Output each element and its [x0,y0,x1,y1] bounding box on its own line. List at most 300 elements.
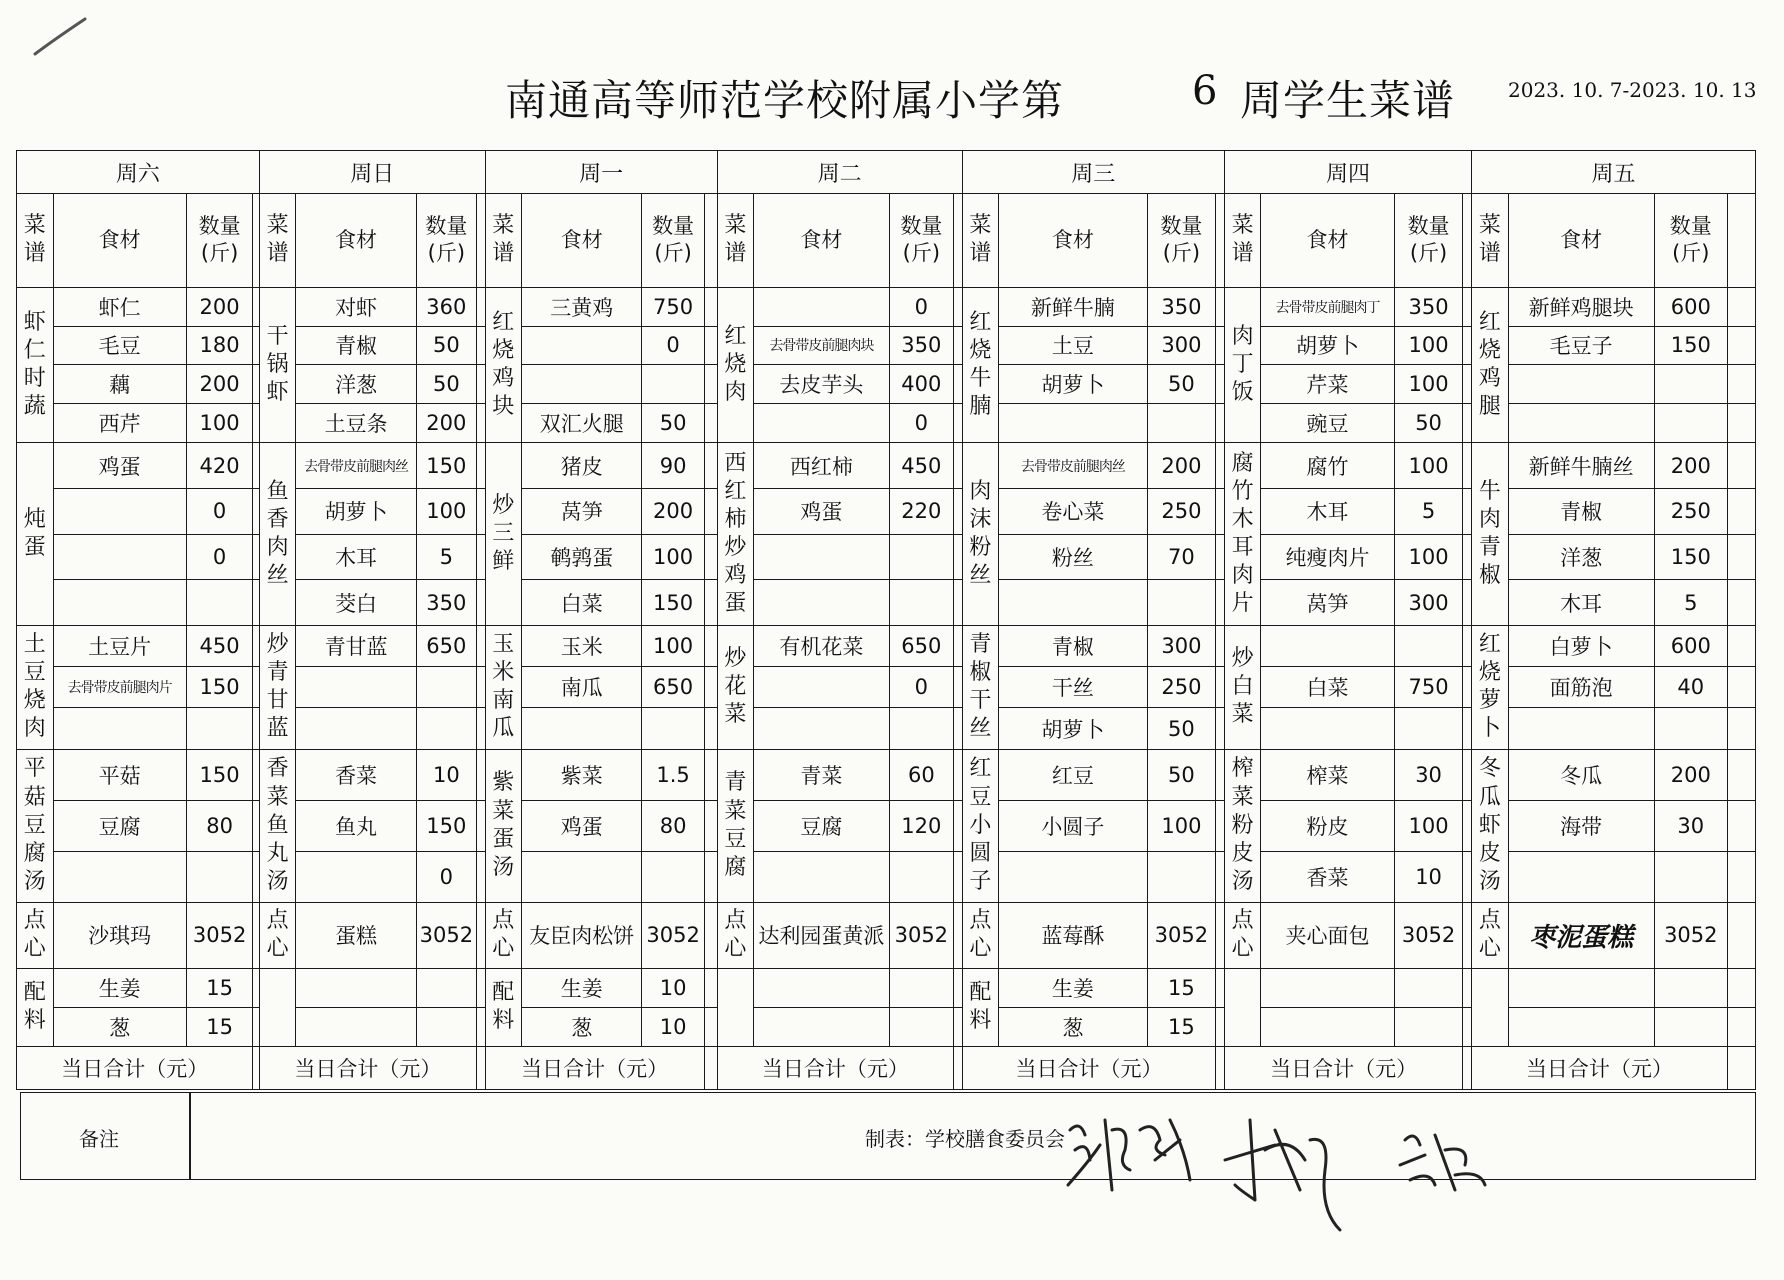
ingredient-cell [53,534,186,580]
ingredient-cell [53,580,186,626]
ingredient-cell: 去骨带皮前腿肉块 [754,326,889,365]
quantity-cell: 650 [642,667,704,708]
quantity-cell: 100 [1147,800,1216,851]
spacer-cell [476,287,485,326]
spacer-cell [954,749,963,800]
spacer-cell [704,443,717,489]
ingredient-cell [1261,626,1394,667]
spacer-cell [1463,902,1472,968]
quantity-cell: 50 [1394,404,1463,443]
ingredient-cell: 洋葱 [1508,534,1654,580]
spacer-cell [476,365,485,404]
dish-header: 菜谱 [259,194,296,288]
dish-name: 玉米南瓜 [485,626,522,750]
spacer-cell [1463,626,1472,667]
daily-total-label: 当日合计（元） [717,1046,953,1089]
seasoning-item: 葱 [999,1007,1147,1046]
spacer-cell [253,667,259,708]
ingredient-cell: 莴笋 [1261,580,1394,626]
ingredient-cell [1508,404,1654,443]
seasoning-label [717,969,754,1047]
ingredient-cell [53,488,186,534]
seasoning-item [1261,969,1394,1008]
spacer-cell [253,488,259,534]
quantity-cell [889,708,953,749]
spacer-cell [476,708,485,749]
snack-quantity: 3052 [416,902,476,968]
spacer-cell [1463,488,1472,534]
spacer-cell [1463,580,1472,626]
ingredient-cell: 卷心菜 [999,488,1147,534]
spacer-cell [253,851,259,902]
quantity-cell [416,667,476,708]
spacer-cell [704,749,717,800]
seasoning-quantity: 10 [642,969,704,1008]
quantity-cell: 250 [1147,488,1216,534]
seasoning-item [1261,1007,1394,1046]
spacer-cell [1216,404,1225,443]
spacer-cell [476,851,485,902]
spacer-cell [704,404,717,443]
spacer-cell [1463,851,1472,902]
spacer-cell [954,851,963,902]
quantity-cell: 5 [416,534,476,580]
spacer-cell [954,708,963,749]
seasoning-quantity [416,1007,476,1046]
dish-header: 菜谱 [717,194,754,288]
spacer-cell [704,488,717,534]
seasoning-item [754,1007,889,1046]
dish-header: 菜谱 [962,194,999,288]
ingredient-cell: 纯瘦肉片 [1261,534,1394,580]
ingredient-cell [296,708,416,749]
spacer-cell [1216,851,1225,902]
quantity-cell: 100 [1394,800,1463,851]
daily-total-label: 当日合计（元） [485,1046,704,1089]
quantity-cell: 100 [1394,326,1463,365]
ingredient-cell: 新鲜鸡腿块 [1508,287,1654,326]
quantity-header: 数量(斤) [1147,194,1216,288]
snack-item: 枣泥蛋糕 [1508,902,1654,968]
spacer-cell [1216,534,1225,580]
ingredient-cell: 青椒 [1508,488,1654,534]
quantity-cell: 200 [1147,443,1216,489]
snack-quantity: 3052 [889,902,953,968]
quantity-cell: 250 [1147,667,1216,708]
dish-name: 香菜鱼丸汤 [259,749,296,902]
ingredient-cell: 虾仁 [53,287,186,326]
dish-name: 平菇豆腐汤 [17,749,54,902]
spacer-cell [1463,326,1472,365]
ingredient-cell: 粉皮 [1261,800,1394,851]
spacer-cell [253,326,259,365]
dish-name: 炒三鲜 [485,443,522,626]
ingredient-cell: 豆腐 [754,800,889,851]
dish-name: 红豆小圆子 [962,749,999,902]
dish-name: 肉沫粉丝 [962,443,999,626]
spacer-cell [1463,404,1472,443]
seasoning-label [259,969,296,1047]
daily-total-value [1463,1046,1472,1089]
quantity-cell: 30 [1654,800,1727,851]
spacer-cell [476,969,485,1008]
daily-total-value [704,1046,717,1089]
quantity-cell: 0 [642,326,704,365]
ingredient-cell: 西红柿 [754,443,889,489]
seasoning-quantity [1654,1007,1727,1046]
snack-item: 达利园蛋黄派 [754,902,889,968]
dish-name: 肉丁饭 [1224,287,1261,443]
day-header: 周一 [485,151,717,194]
ingredient-cell: 平菇 [53,749,186,800]
quantity-cell: 300 [1147,626,1216,667]
spacer-cell [476,800,485,851]
ingredient-cell [1261,708,1394,749]
quantity-cell [186,580,253,626]
ingredient-cell [522,851,642,902]
spacer-cell [1216,902,1225,968]
seasoning-item [296,1007,416,1046]
ingredient-cell: 土豆条 [296,404,416,443]
spacer-cell [704,534,717,580]
dish-name: 炒青甘蓝 [259,626,296,750]
ingredient-cell: 胡萝卜 [1261,326,1394,365]
day-header: 周二 [717,151,962,194]
daily-total-label: 当日合计（元） [1224,1046,1463,1089]
quantity-cell: 100 [1394,365,1463,404]
quantity-header: 数量(斤) [642,194,704,288]
quantity-cell: 0 [416,851,476,902]
quantity-cell: 150 [1654,534,1727,580]
quantity-cell [1394,626,1463,667]
seasoning-quantity: 15 [186,969,253,1008]
ingredient-cell: 去骨带皮前腿肉片 [53,667,186,708]
quantity-header: 数量(斤) [1654,194,1727,288]
spacer-cell [1727,708,1755,749]
ingredient-cell: 青甘蓝 [296,626,416,667]
seasoning-item [754,969,889,1008]
quantity-cell: 250 [1654,488,1727,534]
seasoning-quantity: 15 [186,1007,253,1046]
quantity-cell: 420 [186,443,253,489]
seasoning-quantity [889,969,953,1008]
quantity-cell: 450 [186,626,253,667]
dish-name: 虾仁时蔬 [17,287,54,443]
ingredient-cell: 香菜 [296,749,416,800]
quantity-cell: 100 [642,534,704,580]
ingredient-cell: 有机花菜 [754,626,889,667]
spacer-cell [1463,1007,1472,1046]
quantity-cell: 150 [642,580,704,626]
quantity-cell [642,365,704,404]
spacer-cell [1216,626,1225,667]
spacer-cell [1727,194,1755,288]
seasoning-label [1224,969,1261,1047]
ingredient-cell [296,851,416,902]
dish-name: 鱼香肉丝 [259,443,296,626]
quantity-cell: 50 [1147,749,1216,800]
spacer-cell [1216,708,1225,749]
seasoning-quantity [1394,1007,1463,1046]
spacer-cell [1727,749,1755,800]
ingredient-cell: 白菜 [522,580,642,626]
daily-total-label: 当日合计（元） [1472,1046,1728,1089]
spacer-cell [253,708,259,749]
snack-label: 点心 [962,902,999,968]
ingredient-cell: 鸡蛋 [754,488,889,534]
spacer-cell [954,667,963,708]
quantity-cell: 750 [1394,667,1463,708]
quantity-cell: 650 [889,626,953,667]
snack-label: 点心 [717,902,754,968]
spacer-cell [1216,365,1225,404]
spacer-cell [253,580,259,626]
snack-label: 点心 [1224,902,1261,968]
quantity-cell: 50 [1147,708,1216,749]
snack-item: 夹心面包 [1261,902,1394,968]
spacer-cell [1216,800,1225,851]
spacer-cell [954,404,963,443]
title-main: 南通高等师范学校附属小学第 [505,76,1065,125]
ingredient-cell: 毛豆 [53,326,186,365]
quantity-cell: 100 [1394,534,1463,580]
spacer-cell [954,1007,963,1046]
title-tail: 周学生菜谱 [1240,76,1456,125]
ingredient-cell [754,404,889,443]
dish-header: 菜谱 [1472,194,1509,288]
spacer-cell [1463,534,1472,580]
quantity-cell [186,708,253,749]
snack-item: 沙琪玛 [53,902,186,968]
ingredient-cell [999,580,1147,626]
spacer-cell [253,534,259,580]
daily-total-label: 当日合计（元） [259,1046,476,1089]
ingredient-cell: 鹌鹑蛋 [522,534,642,580]
ingredient-cell [754,580,889,626]
quantity-cell: 200 [186,287,253,326]
quantity-cell [1394,708,1463,749]
spacer-cell [1727,851,1755,902]
quantity-cell: 90 [642,443,704,489]
spacer-cell [1727,404,1755,443]
dish-name: 红烧牛腩 [962,287,999,443]
ingredient-cell: 胡萝卜 [296,488,416,534]
quantity-cell [642,851,704,902]
quantity-header: 数量(斤) [1394,194,1463,288]
daily-total-label: 当日合计（元） [962,1046,1216,1089]
quantity-cell: 220 [889,488,953,534]
quantity-cell: 350 [889,326,953,365]
ingredient-cell: 豌豆 [1261,404,1394,443]
quantity-cell: 0 [186,488,253,534]
quantity-cell [1654,708,1727,749]
quantity-cell: 350 [1394,287,1463,326]
spacer-cell [476,580,485,626]
spacer-cell [1216,1007,1225,1046]
quantity-cell: 40 [1654,667,1727,708]
spacer-cell [954,626,963,667]
snack-item: 友臣肉松饼 [522,902,642,968]
quantity-cell [1147,404,1216,443]
seasoning-label: 配料 [485,969,522,1047]
ingredient-cell: 木耳 [1261,488,1394,534]
ingredient-cell [754,534,889,580]
spacer-cell [1727,326,1755,365]
ingredient-header: 食材 [296,194,416,288]
ingredient-cell: 新鲜牛腩丝 [1508,443,1654,489]
seasoning-label: 配料 [962,969,999,1047]
dish-name: 红烧萝卜 [1472,626,1509,750]
spacer-cell [1463,443,1472,489]
ingredient-cell: 莴笋 [522,488,642,534]
spacer-cell [1727,1007,1755,1046]
quantity-cell: 30 [1394,749,1463,800]
seasoning-quantity: 10 [642,1007,704,1046]
ingredient-cell: 藕 [53,365,186,404]
made-by: 制表：学校膳食委员会 [865,1127,1065,1151]
quantity-cell: 5 [1394,488,1463,534]
ingredient-cell: 白萝卜 [1508,626,1654,667]
ingredient-cell [296,667,416,708]
spacer-cell [954,902,963,968]
dish-name: 炒白菜 [1224,626,1261,750]
spacer-cell [954,326,963,365]
dish-name: 青菜豆腐 [717,749,754,902]
spacer-cell [476,488,485,534]
day-header: 周日 [259,151,485,194]
ingredient-cell: 紫菜 [522,749,642,800]
spacer-cell [476,626,485,667]
daily-total-value [954,1046,963,1089]
ingredient-cell [754,667,889,708]
menu-table [16,150,1756,1090]
ingredient-header: 食材 [53,194,186,288]
ingredient-cell: 木耳 [1508,580,1654,626]
seasoning-label [1472,969,1509,1047]
seasoning-quantity: 15 [1147,1007,1216,1046]
spacer-cell [1216,667,1225,708]
spacer-cell [1727,287,1755,326]
ingredient-cell [754,851,889,902]
ingredient-cell: 玉米 [522,626,642,667]
dish-name: 紫菜蛋汤 [485,749,522,902]
dish-name: 冬瓜虾皮汤 [1472,749,1509,902]
ingredient-cell: 三黄鸡 [522,287,642,326]
day-header: 周四 [1224,151,1471,194]
ingredient-cell: 冬瓜 [1508,749,1654,800]
quantity-cell: 750 [642,287,704,326]
spacer-cell [1727,667,1755,708]
dish-name: 青椒干丝 [962,626,999,750]
seasoning-label: 配料 [17,969,54,1047]
ingredient-cell [754,708,889,749]
ingredient-cell: 去骨带皮前腿肉丁 [1261,287,1394,326]
spacer-cell [1463,287,1472,326]
ingredient-cell [522,365,642,404]
dish-header: 菜谱 [17,194,54,288]
spacer-cell [476,749,485,800]
seasoning-item: 生姜 [522,969,642,1008]
spacer-cell [1463,708,1472,749]
ingredient-cell [754,287,889,326]
ingredient-cell: 土豆 [999,326,1147,365]
seasoning-item [1508,1007,1654,1046]
snack-label: 点心 [17,902,54,968]
dish-name: 炖蛋 [17,443,54,626]
day-header: 周三 [962,151,1224,194]
spacer-cell [704,851,717,902]
quantity-cell: 50 [416,365,476,404]
ingredient-cell: 胡萝卜 [999,708,1147,749]
quantity-cell: 80 [186,800,253,851]
dish-header: 菜谱 [485,194,522,288]
ingredient-cell: 鱼丸 [296,800,416,851]
snack-item: 蛋糕 [296,902,416,968]
quantity-cell: 150 [186,667,253,708]
quantity-cell: 400 [889,365,953,404]
ingredient-cell: 土豆片 [53,626,186,667]
quantity-cell: 5 [1654,580,1727,626]
quantity-cell: 200 [186,365,253,404]
spacer-cell [1463,969,1472,1008]
spacer-cell [1216,194,1225,288]
ingredient-cell: 干丝 [999,667,1147,708]
date-range: 2023. 10. 7-2023. 10. 13 [1508,78,1757,102]
ingredient-cell: 白菜 [1261,667,1394,708]
spacer-cell [954,800,963,851]
quantity-cell: 0 [889,667,953,708]
dish-name: 土豆烧肉 [17,626,54,750]
quantity-cell: 0 [889,287,953,326]
ingredient-cell: 青椒 [296,326,416,365]
quantity-cell: 300 [1147,326,1216,365]
ingredient-header: 食材 [999,194,1147,288]
quantity-cell: 10 [416,749,476,800]
quantity-cell [1654,404,1727,443]
seasoning-quantity [889,1007,953,1046]
quantity-cell: 70 [1147,534,1216,580]
ingredient-cell: 海带 [1508,800,1654,851]
ingredient-cell: 鸡蛋 [53,443,186,489]
snack-quantity: 3052 [1147,902,1216,968]
ingredient-cell: 豆腐 [53,800,186,851]
quantity-cell [1147,851,1216,902]
quantity-cell: 360 [416,287,476,326]
ingredient-header: 食材 [522,194,642,288]
seasoning-quantity [416,969,476,1008]
week-number: 6 [1192,68,1218,114]
ingredient-cell: 去骨带皮前腿肉丝 [296,443,416,489]
dish-name: 西红柿炒鸡蛋 [717,443,754,626]
ingredient-cell [522,708,642,749]
ingredient-header: 食材 [1261,194,1394,288]
quantity-cell [889,534,953,580]
daily-total-value [476,1046,485,1089]
quantity-cell [889,580,953,626]
quantity-cell: 80 [642,800,704,851]
ingredient-cell: 对虾 [296,287,416,326]
ingredient-cell [999,851,1147,902]
spacer-cell [1463,800,1472,851]
spacer-cell [954,194,963,288]
dish-name: 红烧鸡块 [485,287,522,443]
ingredient-cell: 双汇火腿 [522,404,642,443]
quantity-cell: 600 [1654,626,1727,667]
dish-name: 干锅虾 [259,287,296,443]
snack-label: 点心 [259,902,296,968]
spacer-cell [704,626,717,667]
spacer-cell [1727,443,1755,489]
